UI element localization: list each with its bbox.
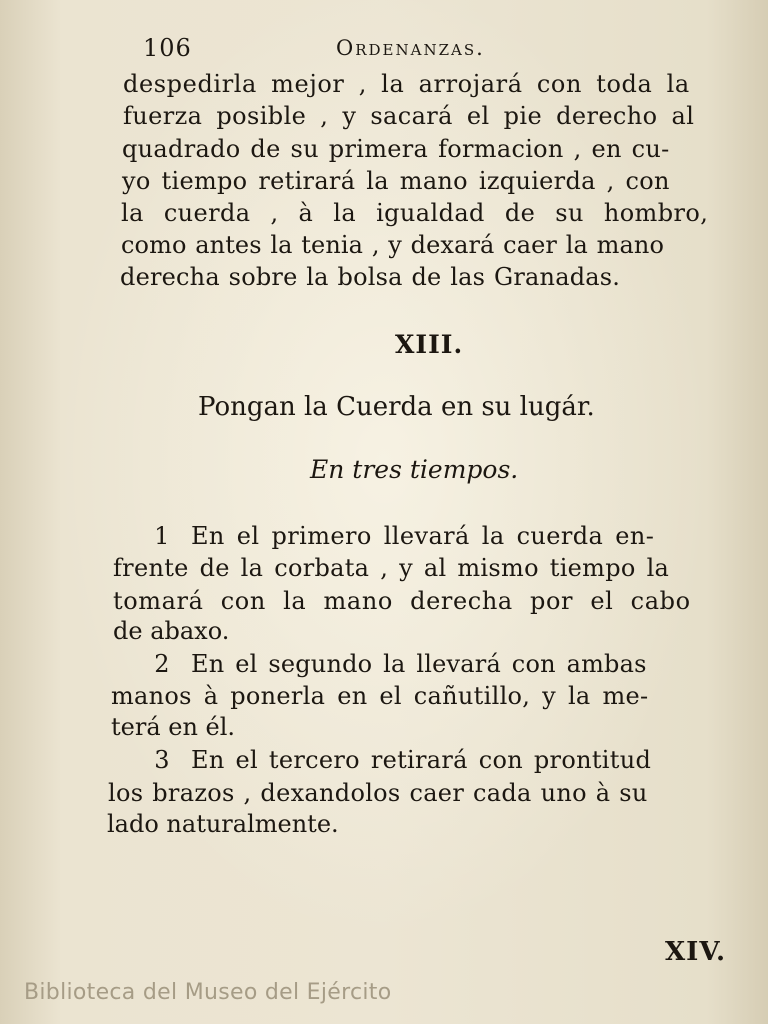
step-text: En el primero llevará la cuerda en- bbox=[191, 522, 655, 550]
step-number: 3 bbox=[154, 746, 170, 774]
text-line: yo tiempo retirará la mano izquierda , con bbox=[122, 167, 670, 195]
text-line: tomará con la mano derecha por el cabo bbox=[113, 587, 691, 615]
step-number: 2 bbox=[154, 650, 170, 678]
text-line: derecha sobre la bolsa de las Granadas. bbox=[120, 263, 621, 291]
step-text: En el segundo la llevará con ambas bbox=[191, 650, 647, 678]
text-line: la cuerda , à la igualdad de su hombro, bbox=[121, 199, 709, 227]
step-first-line bbox=[133, 522, 654, 550]
text-line: manos à ponerla en el cañutillo, y la me- bbox=[111, 682, 649, 710]
text-line: frente de la corbata , y al mismo tiempo la bbox=[113, 554, 670, 582]
step-first-line bbox=[133, 746, 651, 774]
text-line: los brazos , dexandolos caer cada uno à su bbox=[108, 779, 648, 807]
running-title: Ordenanzas. bbox=[336, 36, 485, 60]
text-line bbox=[123, 70, 742, 98]
page-number: 106 bbox=[143, 34, 192, 62]
library-watermark: Biblioteca del Museo del Ejército bbox=[24, 980, 392, 1005]
section-command: Pongan la Cuerda en su lugár. bbox=[198, 392, 595, 422]
step-number: 1 bbox=[154, 522, 170, 550]
text-line: como antes la tenia , y dexará caer la mano bbox=[121, 231, 665, 259]
section-subtitle: En tres tiempos. bbox=[310, 455, 519, 484]
text-line: fuerza posible , y sacará el pie derecho al bbox=[123, 102, 695, 130]
step-first-line bbox=[133, 650, 647, 678]
text-line-content: despedirla mejor , la arrojará con toda la bbox=[123, 70, 690, 98]
text-line: lado naturalmente. bbox=[107, 810, 339, 838]
catchword: XIV. bbox=[665, 937, 727, 967]
step-text: En el tercero retirará con prontitud bbox=[191, 746, 652, 774]
text-line: quadrado de su primera formacion , en cu- bbox=[122, 135, 670, 163]
section-number: XIII. bbox=[395, 330, 464, 359]
text-line: de abaxo. bbox=[113, 617, 230, 645]
text-line: terá en él. bbox=[111, 713, 236, 741]
